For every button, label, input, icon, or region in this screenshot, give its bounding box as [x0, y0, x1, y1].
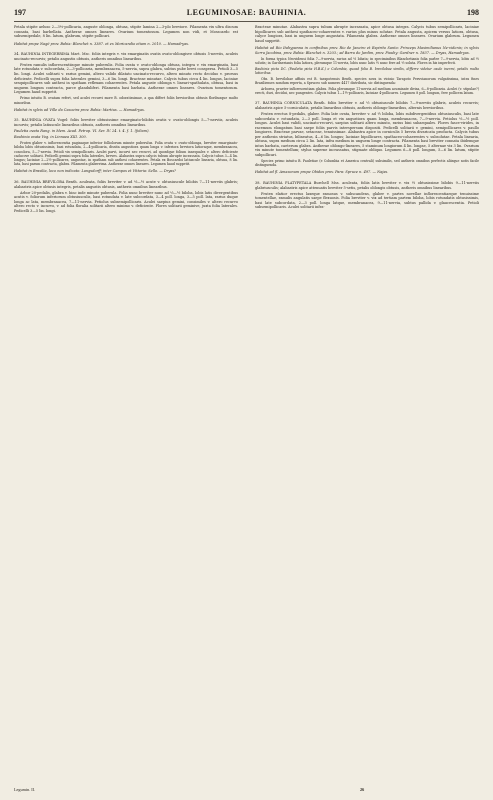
sheet-number: 26 — [360, 787, 365, 792]
text-paragraph: Habitat in sylvis ad Ville da Cazoeira prov. Bahia: Martius. — Hamadryas. — [14, 107, 145, 112]
species-heading: 37. BAUHINIA CORNICULATA Benth. foliis breviter v. ad ⅓ obtusiuscule bilobis 7—9-nerviis glabris, aculeis recurvis; alabastris apice 5-corniculatis, petalis linearibus obtusis, antheris oblongo-linearibus, alternis brevioribus. — [255, 101, 479, 110]
species-heading: 34. BAUHINIA INTEGERRIMA Mart. Msc. foliis integris v. vix emarginatis ovatis ovato-oblongisve obtusis 5-nerviis, aculeis uncinato-recurvis; petalis angustis obtusis, antheris omnibus linearibus. — [14, 52, 238, 61]
text-paragraph: Species primo intuitu B. Pauletiae (e Columbia et America centrali) subsimilis, sed antheris omnibus perfectis aliisque notis facile distinguenda. — [255, 159, 479, 168]
text-paragraph: Frutex erectus 8-pedalis, glaber. Folia late ovata, breviter v. ad ⅓ biloba, lobis subdivergentibus obtusiusculis, basi late subcordata v. rotundata, 2—3 poll. longa et vix angustiora quam longa, membranacea, 7—9-nervia. Petiolus ⅓—½ poll. longus. Aculei basi validi, uncinato-recurvi, saepius solitarii altero minuto, rarius bini subaequales. Flores fasce-virides, in racemum elongatum basi saepe foliis parvis interspersum dispositi. Pedicelli solitarii v. gemini, semipollicares v. paullo longiores. Bracteae parvae, setaceae, tenuissimae. Alabastra apice in corniculis 5 brevia divaricata producta. Calycis tubus per anthesin striatus, bilineatus, 4—6 lin. longus; laciniae bipollicares, spathaceo-cohaerentes v. subsolutae. Petala linearia, obtusa, supra medium circa 2 lin. lata, infra medium in unguem longe contracta. Filamenta basi breviter connata ibidemque intus barbata, caeterum glabra. Antherae oblongo-lineares, 5 staminum longiorum 4 lin. longae, 5 alternae vix 3 lin. Ovarium vix minute tomentellum; stylus superne incrassatus, stigmate obliquo. Legumen 6—8 poll. longum, 5—6 lin. latum, stipite subpollicari. — [255, 111, 479, 157]
text-paragraph: Frutex glaber v. inflorescentia paginaque inferior folliolorum minute puberulus. Folia ovata v. ovato-oblonga, breviter emarginato-biloba lobis obtusissimis, basi rotundata, 2—4-pollicaria, dissita angustiora quam longa v. inferiora breviora latioraque, membranacea, concolora, 5—7-nervia. Petioli vix semipollicaris. Aculei parvi, incurvi nec recurvi, ad quosdque folium innequales v. altero deficiente caducove solitarii. Pedicelli gemini supra folia laterales, breves. Alabastra supra calycis tubum abrupte incrassata. Calycis tubus 3—4 lin. longus; laciniae 2—2½-pollicares, ungustae, in spatham sub anthesi cohaerentes. Petala ex Boscardoi latiuscule linearia, obtusa, 8 lin. lata, basi parum contracta, glabra. Filamenta glaberrima. Antherae omnes lineares. Legumen haud suppetit. — [14, 141, 238, 167]
text-paragraph: Bracteae minutae. Alabastra supra tubum abrupte incrassata, apice obtusa integra. Calycis tubus semipollicaris, laciniae bipollicares sub anthesi spathaceo-cohaerentes v. rarius plus minus solutae. Petala angusta, apicem versus latiora, obtusa, calyce longiora, basi in unguem longe angustata. Filamenta glabra. Antherae omnes lineares. Ovarium glabrum. Legumen haud suppetit. — [255, 25, 479, 43]
text-paragraph: Pauletia ovata Rang. in Mem. Acad. Petrop. VI. Ser. IV. 24. t. 4. f. 1. (foliam). — [14, 128, 150, 133]
header-rule — [14, 21, 479, 22]
page-number-right: 198 — [467, 8, 479, 17]
species-heading: 38. BAUHINIA PLATYPETALA Burchell Mss. aculeata, foliis latis breviter v. vix ⅓ obtusissime bilobis 9—11-nerviis glabriusculis; alabastris apice attenuatis breviter 5-setis, petalis oblongis obtusis, antheris omnibus linearibus. — [255, 180, 479, 190]
text-paragraph: Obs. B. brevilobae affinis est B. tarapotensis Benth. species nova in vicinio Tarapoto Peruvianorum vulgatissima, intra fines Brasilienses nondum reperta, a Spruceo sub numero 4417 distributa, sic distinguenda: — [255, 76, 479, 86]
left-column — [14, 25, 238, 215]
running-title: LEGUMINOSAE: BAUHINIA. — [186, 8, 307, 17]
text-paragraph: Habitat prope Nagé prov. Bahia: Blanchet n. 3387. et ex Moricandio etiam n. 2010. — Hamadryas. — [14, 41, 190, 46]
text-paragraph: Frutex ramulis inflorescentiisque minute puberulis. Folia ovata v. ovato-oblonga obtusa, integra v. vix emarginata, basi late rotundata v. subcordata, 2—3-pollicaria, membranacea, 5-nervia, supra glabra, subtus pube brevi conspersa. Petioli 3—5 lin. longi. Aculei solitarii v. rarius gemini, altero valido dilatato uncinato-recurvo, altero minuto recto deciduo v. prorsus deficiente. Pedicelli supra folia laterales gemini, 3—6 lin. longi. Bracteae minutae. Calycis tubus circa 4 lin. longus, laciniae sesquipollicares sub anthesi in spatham reflexam cohaerentes. Petala anguste oblonga v. lineari-spathulata, obtusa, basi in unguem longum contracta, parce glanduliferi. Filamenta basi barbata. Antherae omnes lineares. Ovarium tomentosum. Legumen haud suppetit. — [14, 62, 238, 95]
text-paragraph: Arborea, praeter inflorescentiam glabra. Folia plerumque 11-nervia ad medium acuminate divisa, 6—8-pollicaria. Aculei (v. stipulae?) erecti, duri, decidui, nec pungentes. Calycis tubus 1—1½-pollicaris, laciniae 4-pollicares. Legumen 8 poll. longum, fere pollicem latum. — [255, 86, 479, 96]
text-paragraph: In forma typica Neovidensi folia 7—9-nervia, rarius ad ⅓ lobata; in speciminibus Blanchetianis folia parlee 7—9-nervia, lobis ad ⅓ solutis; in Gardnerianis folia latiora, plerumque 11-nervia, lobis nunc latis ⅓ nunc fere ad ⅓ soluta. Flores in his imperfecti. — [255, 56, 479, 66]
running-header — [14, 8, 479, 20]
text-paragraph: Bauhinia picta DC. (Pauletia picta H.B.K.) e Columbia, quoad folia B. brevilobae similis, differre videtur caule inermi, petalis multo latioribus. — [255, 66, 479, 76]
page-number-left: 197 — [14, 8, 26, 17]
text-paragraph: Bauhinia ovata Vog. in Linnaea XIII. 300. — [14, 135, 87, 140]
text-paragraph: Habitat ad Rio Itahypanna in confinibus prov. Rio de Janeiro et Espirito Santo: Princeps Maximilianus Ne-videnis; in sylvis Serra Jacobina, prov. Bahia: Blanchet n. 3203.; ad Barra do Jardim, prov. Piauhy: Gardner n. 1837. — Dryas, Hamadryas. — [255, 46, 479, 55]
text-paragraph: Habitat ad fl. Amazonum prope Obidos prov. Para: Spruce n. 497. — Najas. — [255, 170, 389, 175]
right-column — [255, 25, 479, 211]
text-paragraph: Petala stipite aeluso 2—3⅔-pollicaria, anguste oblonga, obtusa, stipite lamina 2—3-plo breviore. Filamenta vix ultra discum connata, basi barbellata. Antherae omnes lineares. Ovarium tomentosum. Legumen non vidi, et Mosscardo est subsemipedale, 8 lin. latum, glabrum, stipite pollicari. — [14, 25, 238, 39]
species-heading: 36. BAUHINIA BREVILOBA Benth. aculeata, foliis breviter v. ad ⅓—½ acute v. obtusiuscule bilobis 7—11-nerviis glabris; alabastris apice obtusis integris, petalis angustis obtusis, antheris omnibus linearibus. — [14, 179, 238, 189]
species-heading: 35. BAUHINIA OVATA Vogel: foliis breviter obtusissime emarginato-bilobis ovatis v. ovato-oblongis 5—7-nerviis, aculeis incurvis; petalis latiuscule linearibus obtusis, antheris omnibus linearibus. — [14, 118, 238, 127]
text-paragraph: Frutex elatior erectus laxeque ramosus v. subscandens, glaber v. partes novellae inflorescentiaeque tenuissime tomentellae, ramulis angulatis saepe flexuosis. Folia breviter v. vix ad tertiam partem biloba, lobis rotundatis obtusissimis, basi late subcordata, 2—3 poll. longa latque, membranacea, 9—11-nervia, subtus pallida v. glaucescentia. Petioli subsemipollicaris. Aculei solitarii infra- — [255, 191, 479, 210]
signature-mark: Legumin. II. — [14, 787, 36, 792]
text-paragraph: Arbor 20-pedalis, glabra v. hinc inde minute puberula. Folia nunc breviter nunc ad ⅓—½ biloba, lobis latis divergentibus acutis v. foliorum inferiorum obtusiusculis, basi rotundata v. late subcordata, 3—4 poll. longa, 3—5 poll. lata, rarius duque longa ac lata, membranacea, 7—11-nervia. Petiolus subsemipollicaris. Aculei saepius gemini, consimiles v. altero recurvo altero recto v. incurvo, v. ad folia floralia solitarii altero minimo v. deficiente. Flores solitarii geminive, juxta folia laterales. Pedicelli 3—5 lin. longi. — [14, 190, 238, 213]
text-paragraph: Primo intuitu B. ovatam refert, sed aculei recurvi more B. odoratissimae, a qua differt foliis brevioribus obtusis floribusque multo minoribus. — [14, 96, 238, 105]
text-paragraph: Habitat in Brasilia, loco non indicato: Langsdorff; inter Campos et Vittoria: Sello. — Dryas? — [14, 169, 177, 174]
